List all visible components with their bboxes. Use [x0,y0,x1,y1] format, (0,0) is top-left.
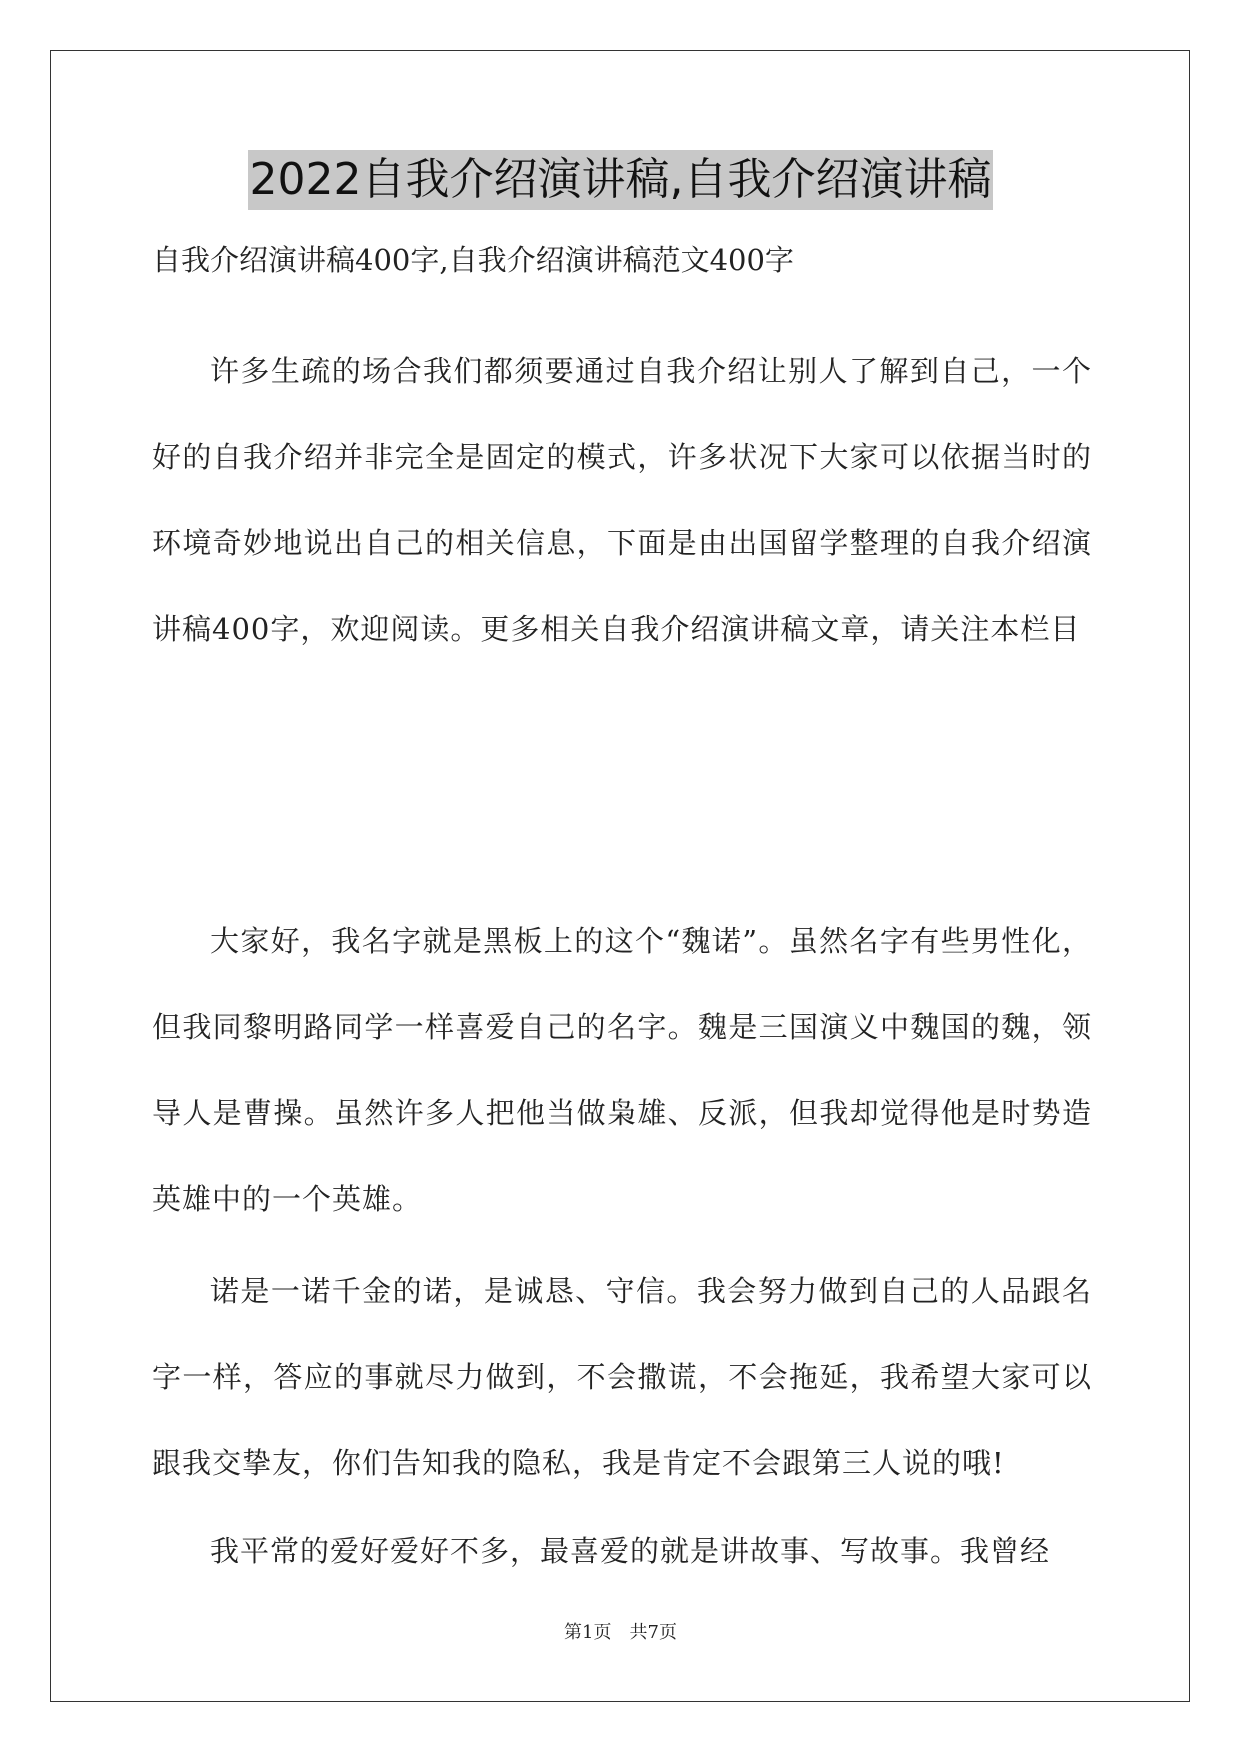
title-container [0,150,1241,210]
page-footer [0,1620,1241,1646]
page-number: 第1页 [564,1622,612,1643]
paragraph-name: 大家好，我名字就是黑板上的这个“魏诺”。虽然名字有些男性化，但我同黎明路同学一样喜爱自己的名字。魏是三国演义中魏国的魏，领导人是曹操。虽然许多人把他当做枭雄、反派，但我却觉得他是时势造英雄中的一个英雄。 [152,924,1092,1216]
document-subtitle: 自我介绍演讲稿400字,自我介绍演讲稿范文400字 [152,243,794,277]
paragraph-promise: 诺是一诺千金的诺，是诚恳、守信。我会努力做到自己的人品跟名字一样，答应的事就尽力做到，不会撒谎，不会拖延，我希望大家可以跟我交挚友，你们告知我的隐私，我是肯定不会跟第三人说的哦! [152,1274,1092,1480]
page-total: 共7页 [629,1622,677,1643]
paragraph-hobby: 我平常的爱好爱好不多，最喜爱的就是讲故事、写故事。我曾经 [210,1534,1051,1568]
paragraph-intro: 许多生疏的场合我们都须要通过自我介绍让别人了解到自己，一个好的自我介绍并非完全是固定的模式，许多状况下大家可以依据当时的环境奇妙地说出自己的相关信息，下面是由出国留学整理的自我介绍演讲稿400字，欢迎阅读。更多相关自我介绍演讲稿文章，请关注本栏目 [152,354,1092,646]
document-title: 2022自我介绍演讲稿,自我介绍演讲稿 [248,150,994,210]
